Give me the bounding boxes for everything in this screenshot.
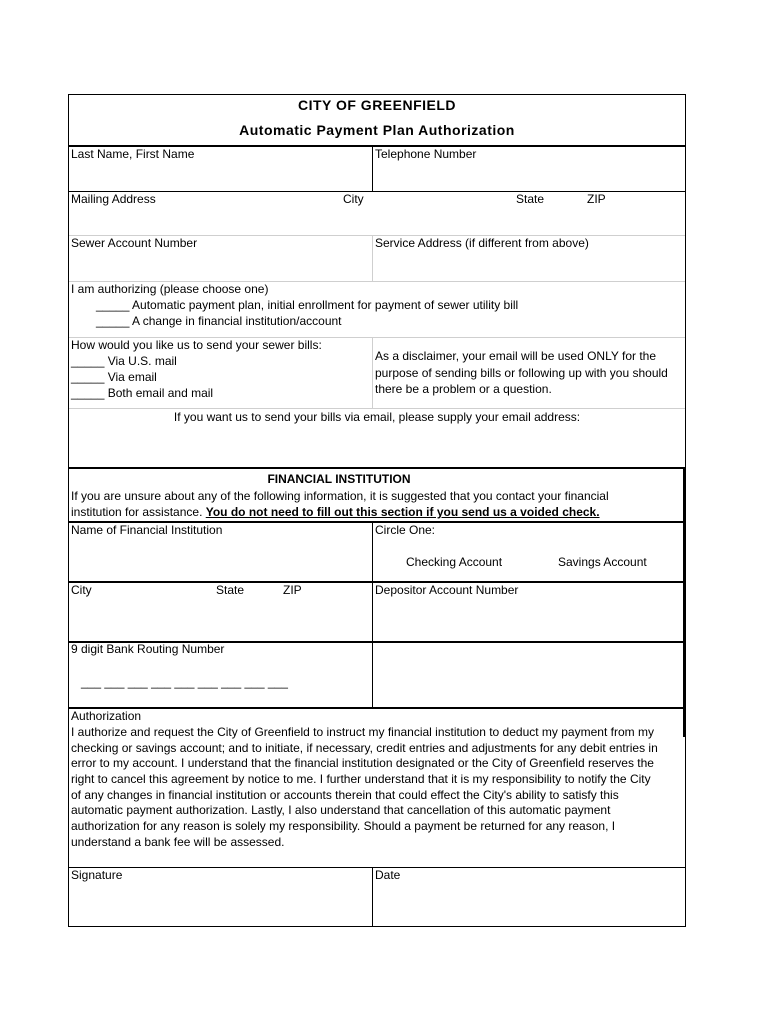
financial-right-edge — [683, 467, 685, 737]
authorization-line-3: error to my account. I understand that the financial institution designated or the City of Greenfield reserves the — [71, 756, 654, 770]
bills-option-mail[interactable]: _____ Via U.S. mail — [71, 354, 177, 368]
authorization-line-4: right to cancel this agreement by notice to me. I further understand that it is my responsibility to notify the City — [71, 772, 651, 786]
telephone-label: Telephone Number — [375, 147, 477, 161]
institution-divider — [372, 521, 373, 581]
form-title: Automatic Payment Plan Authorization — [239, 122, 515, 138]
bank-city-label: City — [71, 583, 92, 597]
circle-one-label: Circle One: — [375, 523, 436, 537]
disclaimer-line-3: there be a problem or a question. — [375, 382, 552, 396]
authorizing-option-initial[interactable]: _____ Automatic payment plan, initial enrollment for payment of sewer utility bill — [96, 298, 519, 312]
financial-intro-plain: institution for assistance. — [71, 505, 206, 519]
financial-heading: FINANCIAL INSTITUTION — [267, 472, 411, 486]
institution-name-label: Name of Financial Institution — [71, 523, 223, 537]
authorization-line-7: authorization for any reason is solely my responsibility. Should a payment be returned for any reason, I — [71, 819, 616, 833]
row3-divider — [372, 235, 373, 281]
name-label: Last Name, First Name — [71, 147, 195, 161]
sewer-account-label: Sewer Account Number — [71, 236, 198, 250]
mailing-address-label: Mailing Address — [71, 192, 156, 206]
bills-option-email[interactable]: _____ Via email — [71, 370, 157, 384]
city-label: City — [343, 192, 364, 206]
financial-intro-line-1: If you are unsure about any of the following information, it is suggested that you contact your financial — [71, 489, 609, 503]
financial-top — [69, 467, 685, 469]
email-request: If you want us to send your bills via email, please supply your email address: — [173, 410, 581, 424]
authorization-line-8: understand a bank fee will be assessed. — [71, 835, 285, 849]
routing-blanks[interactable]: ___ ___ ___ ___ ___ ___ ___ ___ ___ — [81, 675, 288, 689]
signature-label: Signature — [71, 868, 123, 882]
authorization-line-1: I authorize and request the City of Greenfield to instruct my financial institution to deduct my payment from my — [71, 725, 654, 739]
checking-account-option[interactable]: Checking Account — [406, 555, 503, 569]
savings-account-option[interactable]: Savings Account — [558, 555, 647, 569]
bills-option-both[interactable]: _____ Both email and mail — [71, 386, 214, 400]
service-address-label: Service Address (if different from above) — [375, 236, 589, 250]
financial-intro-line-2 — [71, 505, 600, 520]
bank-state-label: State — [216, 583, 245, 597]
voided-check-note: You do not need to fill out this section if you send us a voided check. — [205, 505, 600, 519]
date-label: Date — [375, 868, 401, 882]
depositor-account-label: Depositor Account Number — [375, 583, 519, 597]
authorization-line-2: checking or savings account; and to initiate, if necessary, credit entries and adjustments for any debit entries in — [71, 741, 658, 755]
financial-bottom — [69, 707, 685, 709]
depositor-divider — [372, 581, 373, 641]
authorization-line-6: automatic payment authorization. Lastly, I also understand that cancellation of this automatic payment — [71, 803, 611, 817]
bills-prompt: How would you like us to send your sewer bills: — [71, 338, 322, 352]
signature-divider — [372, 867, 373, 927]
authorization-line-5: of any changes in financial institution or accounts therein that could effect the City's ability to satisfy this — [71, 788, 619, 802]
authorization-heading: Authorization — [71, 709, 142, 723]
routing-label: 9 digit Bank Routing Number — [71, 642, 225, 656]
row5-bottom — [69, 408, 685, 409]
disclaimer-line-1: As a disclaimer, your email will be used ONLY for the — [375, 349, 657, 363]
routing-divider — [372, 641, 373, 707]
city-title: CITY OF GREENFIELD — [297, 97, 457, 113]
zip-label: ZIP — [587, 192, 606, 206]
disclaimer-line-2: purpose of sending bills or following up with you should — [375, 366, 668, 380]
state-label: State — [516, 192, 545, 206]
row5-divider — [372, 337, 373, 408]
payment-authorization-form — [68, 94, 686, 927]
authorizing-option-change[interactable]: _____ A change in financial institution/account — [96, 314, 342, 328]
row1-divider — [372, 147, 373, 191]
bank-zip-label: ZIP — [283, 583, 302, 597]
authorizing-prompt: I am authorizing (please choose one) — [71, 282, 269, 296]
